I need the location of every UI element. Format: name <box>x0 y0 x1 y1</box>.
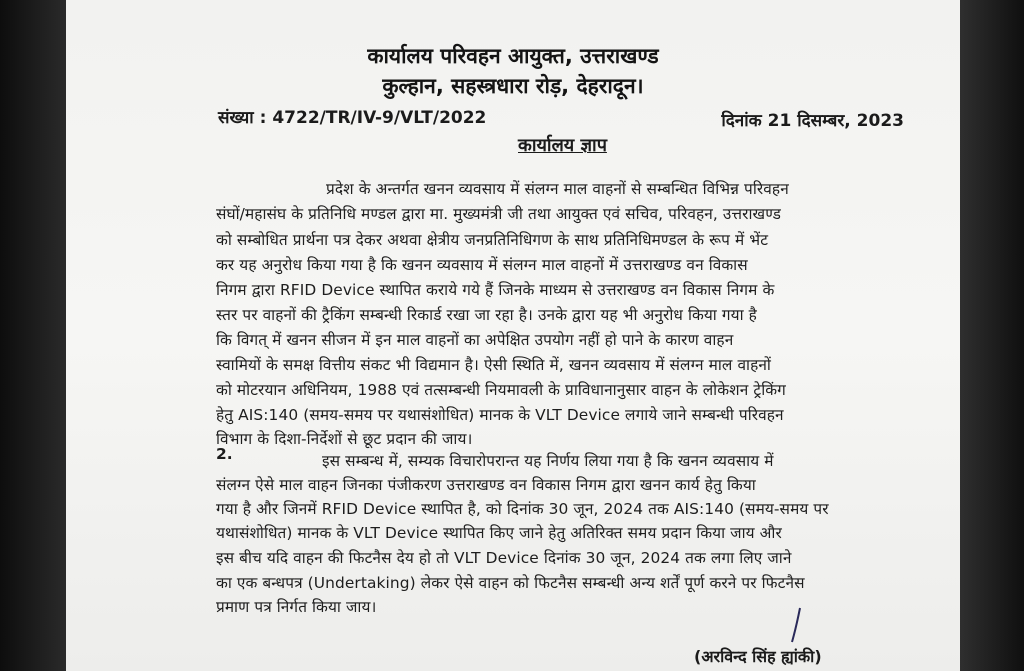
paragraph-2-line: गया है और जिनमें RFID Device स्थापित है, को दिनांक 30 जून, 2024 तक AIS:140 (समय-समय पर <box>216 500 829 518</box>
paragraph-1-line: संघों/महासंघ के प्रतिनिधि मण्डल द्वारा मा. मुख्यमंत्री जी तथा आयुक्त एवं सचिव, परिवहन, उत्तराखण्ड <box>216 205 781 223</box>
paragraph-1-line: स्वामियों के समक्ष वित्तीय संकट भी विद्यमान है। ऐसी स्थिति में, खनन व्यवसाय में संलग्न माल वाहनों <box>216 356 771 374</box>
office-address: कुल्हान, सहस्त्रधारा रोड़, देहरादून। <box>382 74 644 98</box>
paragraph-1-line: प्रदेश के अन्तर्गत खनन व्यवसाय में संलग्न माल वाहनों से सम्बन्धित विभिन्न परिवहन <box>326 180 789 198</box>
signature-mark <box>778 606 818 646</box>
paragraph-2-line: प्रमाण पत्र निर्गत किया जाय। <box>216 598 377 616</box>
right-background <box>960 0 1024 671</box>
paragraph-1-line: निगम द्वारा RFID Device स्थापित कराये गये हैं जिनके माध्यम से उत्तराखण्ड वन विकास निगम के <box>216 281 775 299</box>
document-page <box>66 0 960 671</box>
paragraph-2-line: इस बीच यदि वाहन की फिटनैस देय हो तो VLT Device दिनांक 30 जून, 2024 तक लगा लिए जाने <box>216 549 792 567</box>
paragraph-1-line: हेतु AIS:140 (समय-समय पर यथासंशोधित) मानक के VLT Device लगाये जाने सम्बन्धी परिवहन <box>216 406 784 424</box>
office-heading: कार्यालय परिवहन आयुक्त, उत्तराखण्ड <box>367 44 659 68</box>
paragraph-2-line: इस सम्बन्ध में, सम्यक विचारोपरान्त यह निर्णय लिया गया है कि खनन व्यवसाय में <box>322 452 774 470</box>
reference-number: संख्या : 4722/TR/IV-9/VLT/2022 <box>218 108 487 128</box>
paragraph-2-line: संलग्न ऐसे माल वाहन जिनका पंजीकरण उत्तराखण्ड वन विकास निगम द्वारा खनन कार्य हेतु किया <box>216 476 756 494</box>
paragraph-1-line: को मोटरयान अधिनियम, 1988 एवं तत्सम्बन्धी नियमावली के प्राविधानानुसार वाहन के लोकेशन ट्रेकिंग <box>216 381 786 399</box>
paragraph-2-line: का एक बन्धपत्र (Undertaking) लेकर ऐसे वाहन को फिटनैस सम्बन्धी अन्य शर्तें पूर्ण करने पर फिटनैस <box>216 574 805 592</box>
paragraph-2-number: 2. <box>216 445 233 463</box>
paragraph-1-line: कि विगत् में खनन सीजन में इन माल वाहनों का अपेक्षित उपयोग नहीं हो पाने के कारण वाहन <box>216 331 734 349</box>
document-date: दिनांक 21 दिसम्बर, 2023 <box>721 111 904 131</box>
signatory-name: (अरविन्द सिंह ह्यांकी) <box>694 647 822 666</box>
paragraph-1-line: कर यह अनुरोध किया गया है कि खनन व्यवसाय में संलग्न माल वाहनों में उत्तराखण्ड वन विकास <box>216 256 748 274</box>
paragraph-1-line: स्तर पर वाहनों की ट्रैकिंग सम्बन्धी रिकार्ड रखा जा रहा है। उनके द्वारा यह भी अनुरोध किया गया है <box>216 306 757 324</box>
memo-title: कार्यालय ज्ञाप <box>518 135 607 156</box>
paragraph-2-line: यथासंशोधित) मानक के VLT Device स्थापित किए जाने हेतु अतिरिक्त समय प्रदान किया जाय और <box>216 524 782 542</box>
paragraph-1-line: विभाग के दिशा-निर्देशों से छूट प्रदान की जाय। <box>216 430 473 448</box>
paragraph-1-line: को सम्बोधित प्रार्थना पत्र देकर अथवा क्षेत्रीय जनप्रतिनिधिगण के साथ प्रतिनिधिमण्डल के रूप में भेंट <box>216 231 769 249</box>
left-background <box>0 0 66 671</box>
